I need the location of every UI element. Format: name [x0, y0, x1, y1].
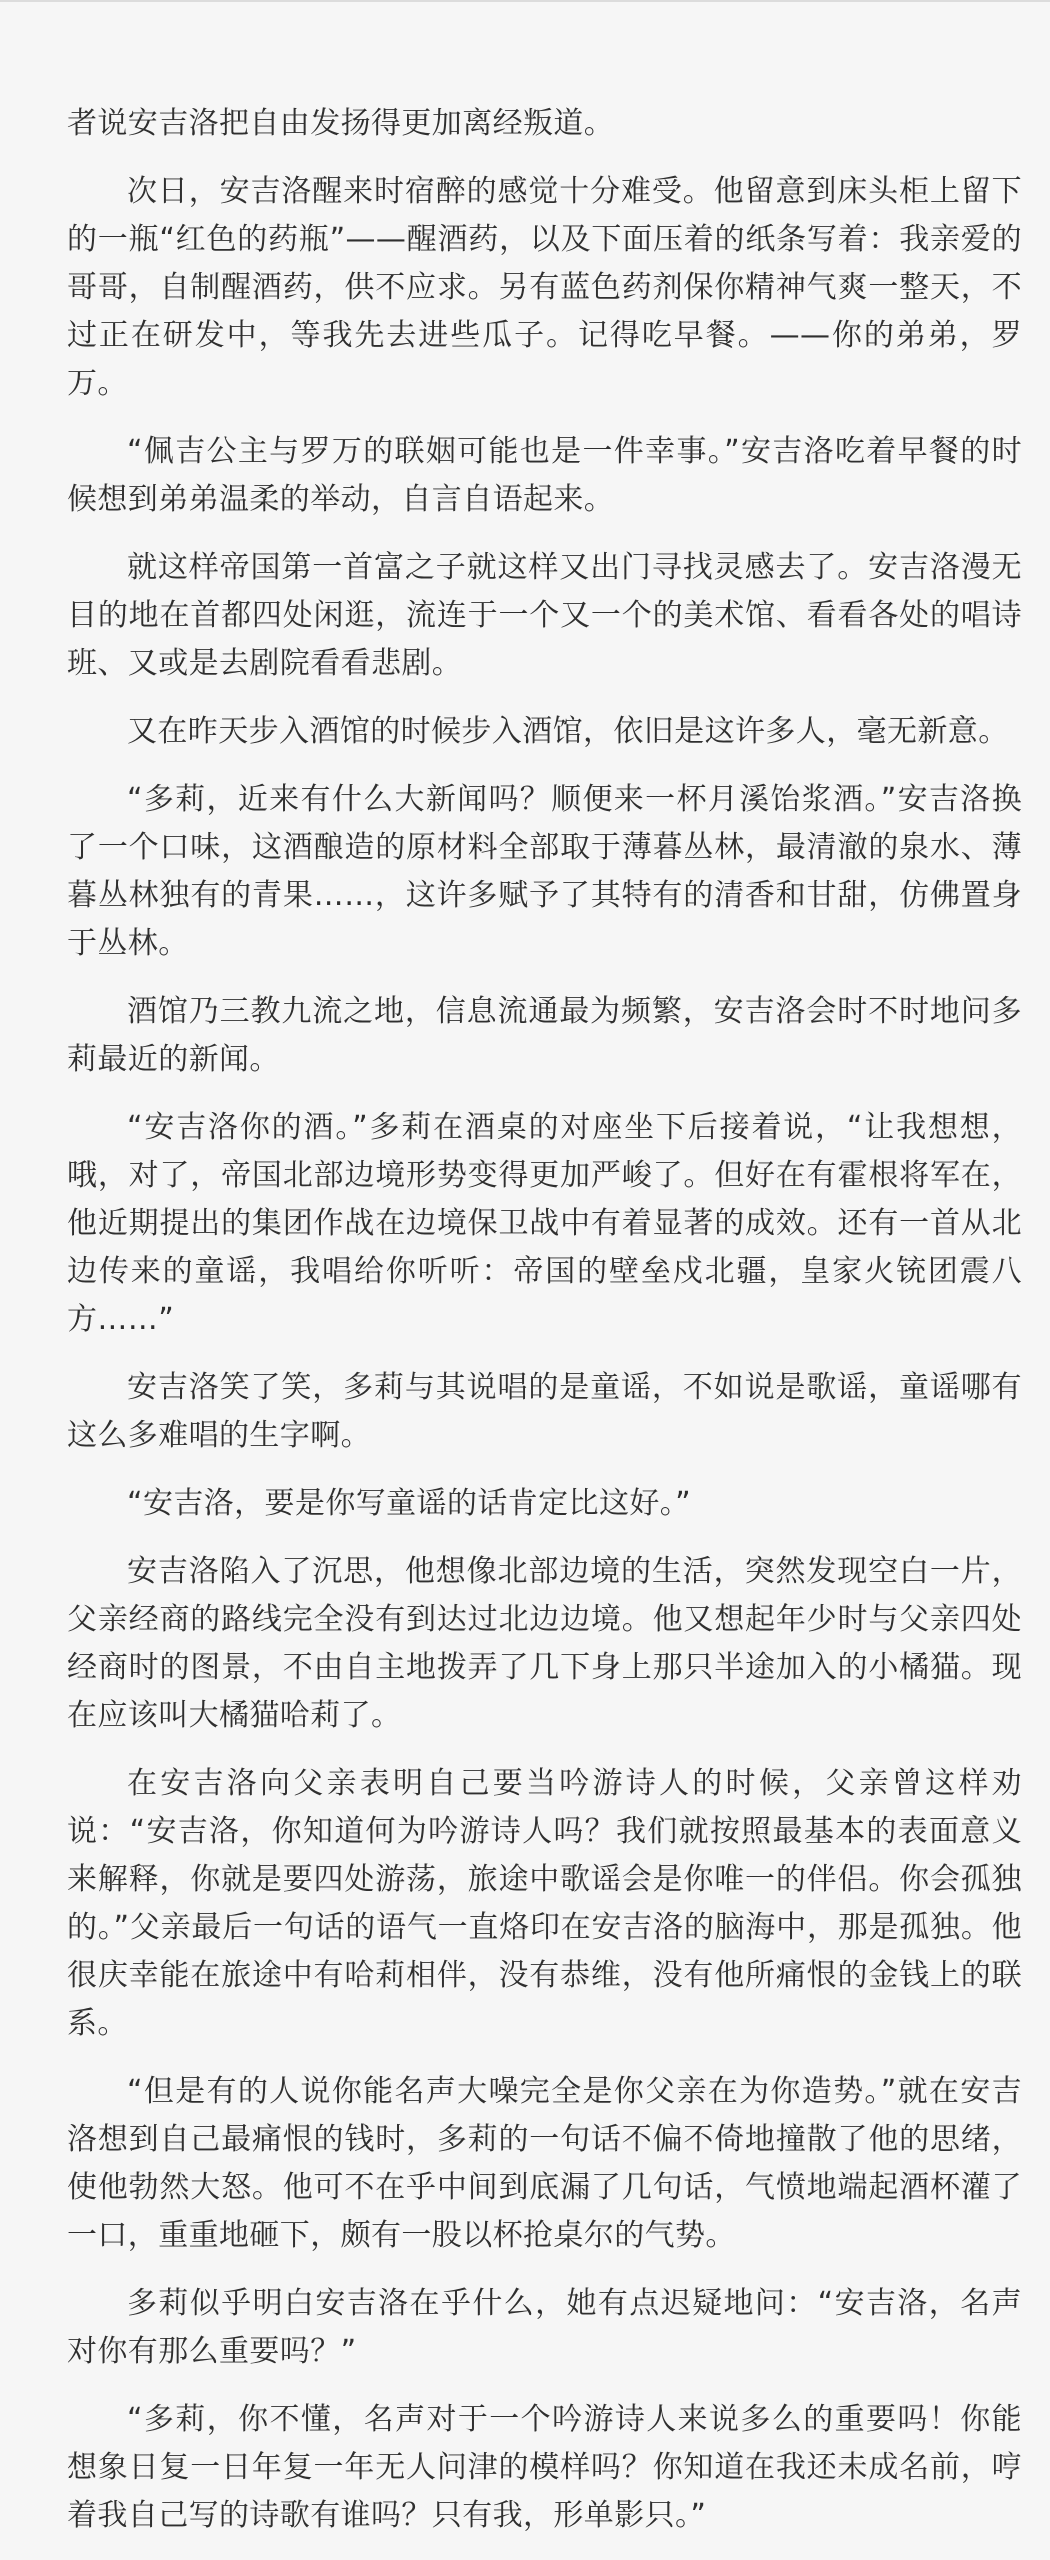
- paragraph-10: “安吉洛，要是你写童谣的话肯定比这好。”: [127, 1486, 692, 1521]
- paragraph-7: 酒馆乃三教九流之地，信息流通最为频繁，安吉洛会时不时地问多莉最近的新闻。: [67, 994, 1022, 1077]
- paragraph-4: 就这样帝国第一首富之子就这样又出门寻找灵感去了。安吉洛漫无目的地在首都四处闲逛，流连于一个又一个的美术馆、看看各处的唱诗班、又或是去剧院看看悲剧。: [67, 550, 1022, 681]
- paragraph-3: “佩吉公主与罗万的联姻可能也是一件幸事。”安吉洛吃着早餐的时候想到弟弟温柔的举动，自言自语起来。: [67, 434, 1022, 517]
- paragraph-14: 多莉似乎明白安吉洛在乎什么，她有点迟疑地问：“安吉洛，名声对你有那么重要吗？”: [67, 2286, 1022, 2369]
- paragraph-8: “安吉洛你的酒。”多莉在酒桌的对座坐下后接着说，“让我想想，哦，对了，帝国北部边境形势变得更加严峻了。但好在有霍根将军在，他近期提出的集团作战在边境保卫战中有着显著的成效。还有一首从北边传来的童谣，我唱给你听听：帝国的壁垒戍北疆，皇家火铳团震八方……”: [67, 1110, 1022, 1337]
- document-body: [67, 100, 1022, 2560]
- paragraph-6: “多莉，近来有什么大新闻吗？顺便来一杯月溪饴浆酒。”安吉洛换了一个口味，这酒酿造的原材料全部取于薄暮丛林，最清澈的泉水、薄暮丛林独有的青果……，这许多赋予了其特有的清香和甘甜，仿佛置身于丛林。: [67, 782, 1022, 961]
- paragraph-2: 次日，安吉洛醒来时宿醉的感觉十分难受。他留意到床头柜上留下的一瓶“红色的药瓶”——醒酒药，以及下面压着的纸条写着：我亲爱的哥哥，自制醒酒药，供不应求。另有蓝色药剂保你精神气爽一整天，不过正在研发中，等我先去进些瓜子。记得吃早餐。——你的弟弟，罗万。: [67, 174, 1022, 401]
- paragraph-9: 安吉洛笑了笑，多莉与其说唱的是童谣，不如说是歌谣，童谣哪有这么多难唱的生字啊。: [67, 1370, 1022, 1453]
- paragraph-5: 又在昨天步入酒馆的时候步入酒馆，依旧是这许多人，毫无新意。: [127, 714, 1009, 749]
- paragraph-11: 安吉洛陷入了沉思，他想像北部边境的生活，突然发现空白一片，父亲经商的路线完全没有到达过北边边境。他又想起年少时与父亲四处经商时的图景，不由自主地拨弄了几下身上那只半途加入的小橘猫。现在应该叫大橘猫哈莉了。: [67, 1554, 1022, 1733]
- paragraph-1: 者说安吉洛把自由发扬得更加离经叛道。: [67, 106, 615, 141]
- paragraph-15: “多莉，你不懂，名声对于一个吟游诗人来说多么的重要吗！你能想象日复一日年复一年无人问津的模样吗？你知道在我还未成名前，哼着我自己写的诗歌有谁吗？只有我，形单影只。”: [67, 2402, 1022, 2533]
- paragraph-12: 在安吉洛向父亲表明自己要当吟游诗人的时候，父亲曾这样劝说：“安吉洛，你知道何为吟游诗人吗？我们就按照最基本的表面意义来解释，你就是要四处游荡，旅途中歌谣会是你唯一的伴侣。你会孤独的。”父亲最后一句话的语气一直烙印在安吉洛的脑海中，那是孤独。他很庆幸能在旅途中有哈莉相伴，没有恭维，没有他所痛恨的金钱上的联系。: [67, 1766, 1022, 2041]
- paragraph-13: “但是有的人说你能名声大噪完全是你父亲在为你造势。”就在安吉洛想到自己最痛恨的钱时，多莉的一句话不偏不倚地撞散了他的思绪，使他勃然大怒。他可不在乎中间到底漏了几句话，气愤地端起酒杯灌了一口，重重地砸下，颇有一股以杯抢桌尔的气势。: [67, 2074, 1022, 2253]
